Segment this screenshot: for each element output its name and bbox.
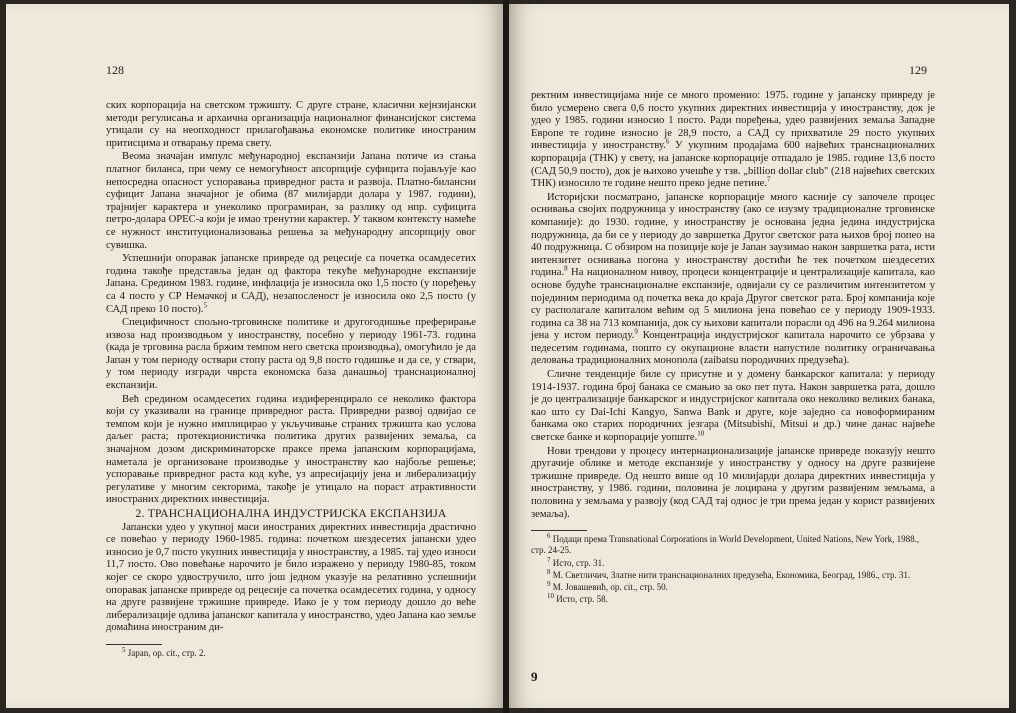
- right-page: [509, 4, 1009, 708]
- left-page: [6, 4, 503, 708]
- paragraph: ских корпорација на светском тржишту. С друге стране, класични кејнзијански методи регулисања и архаична организација националног финансијског система утицали су на неопходност прилагођавања економске политике иностраним притисцима и отварању према свету.: [106, 100, 476, 149]
- footnote: $^5$ Japan, op. cit., стр. 2.: [122, 645, 206, 658]
- page-number: 128: [106, 63, 124, 77]
- paragraph: Сличне тенденције биле су присутне и у домену банкарског капитала: у периоду 1914-1937. година број банака се смањио за око пет пута. Након завршетка рата, дошло је до централизације банкарског и индустријског капитала око неколико великих банака, као што су Dai-Ichi Kangyo, Sanwa Bank и друге, које заједно са новоформираним банкама око старих породичних језгара (Mitsubishi, Mitsui и др.) чине данас највеће светске банке и корпорације уопште.$^{10}$: [531, 369, 935, 444]
- paragraph: Нови трендови у процесу интернационализације јапанске привреде показују нешто другачије облике и методе експанзије у иностранству у односу на друге развијене тржишне привреде. Од нешто више од 10 милијарди долара директних инвестиција у иностранству, у 1986. години, половина је лоцирана у другим развијеним земљама, а половина у земљама у развоју (код САД тај однос је три према један у корист развијених земаља).: [531, 445, 935, 520]
- paragraph: Историјски посматрано, јапанске корпорације много касније су започеле процес оснивања својих подружница у иностранству (ако се изузму традиционалне трговинске компаније): до 1930. године, у иностранству је основана једна једина индустријска подружница, да би се у периоду до завршетка Другог светског рата њихов број попео на 40 подружница. С обзиром на позиције које је Јапан заузимао након завршетка рата, исти интензитет оснивања погона у иностранству достићи ће тек почетком шездесетих година.$^8$ На националном нивоу, процеси концентрације и централизације капитала, као основе будуће транснационалне експанзије, одвијали су се различитим интензитетом у појединим периодима од почетка века до краја Другог светског рата. Број компанија које су располагале капиталом већим од 5 милиона јена повећао се у периоду 1909-1933. година са 38 на 713 компанија, док су њихови капитали порасли од 496 на 9.264 милиона јена у истом периоду.$^9$ Концентрација индустријског капитала нарочито се убрзава у педесетим годинама, пошто су окупационе власти напустиле политику ограничавања деловања традиционалних монопола (zaibatsu породичних предузећа).: [531, 191, 935, 367]
- paragraph: Успешнији опоравак јапанске привреде од рецесије са почетка осамдесетих година такође представља један од фактора текуће међународне експанзије Јапана. Средином 1983. године, инфлација је износила око 1,5 посто (у поређењу са 4 посто у СР Немачкој и САД), незапосленост је износила око 2,5 посто (у САД преко 10 посто).$^5$: [106, 253, 476, 315]
- footnote: $^{10}$ Исто, стр. 58.: [547, 592, 608, 605]
- paragraph: Већ средином осамдесетих година издиференцирало се неколико фактора који су указивали на границе привредног раста. Привредни развој одвијао се темпом који је нужно имплицирао у укључивање страних тржишта као услова даљег раста; протекционистичка политика других развијених земаља, са значајном дозом дискриминаторске праксе према јапанским корпорацијама, наметала је организоване производње у иностранству као најбоље решење; успоравање привредног раста код куће, уз апресијацију јена и либерализацију регулативе у многим секторима, такође је утицало на пораст атрактивности иностраних директних инвестиција.: [106, 393, 476, 506]
- footnote: $^6$ Подаци према Transnational Corporations in World Development, United Nations, New York, 1988., стр. 24-25.: [531, 532, 920, 556]
- footnote: $^9$ М. Јовашевић, op. cit., стр. 50.: [547, 580, 668, 592]
- left-text-column: [106, 100, 476, 659]
- footnote: $^8$ М. Светличич, Златне нити транснационалних предузећа, Економика, Београд, 1986., стр. 31.: [547, 567, 911, 580]
- signature-mark: 9: [531, 669, 538, 684]
- paragraph: Веома значајан импулс међународној експанзији Јапана потиче из стања платног биланса, при чему се немогућност апсорпције суфицита појављује као непосредна опасност успоравања привредног раста и развоја. Платно-билансни суфицит Јапана значајног је обима (87 милијарди долара у 1987. години), трајнијег карактера и унеколико програмиран, за разлику од нпр. суфицита петро-долара OPEC-а који је имао тренутни карактер. У таквом контексту намеће се нужност институционализовања решења за међународну апсорпцију овог сувишка.: [106, 151, 476, 251]
- paragraph: Јапански удео у укупној маси иностраних директних инвестиција драстично се повећао у периоду 1960-1985. година: почетком шездесетих јапански удео износио је 0,7 посто укупних инвестиција у иностранству, а 1985. тај удео износи 11,7 посто. Ово повећање нарочито је било изражено у периоду 1980-85, током којег се скоро удвостручило, што још једном указује на релативно успешнији опоравак јапанске привреде од рецесије са почетка осамдесетих година, у односу на друге развијене тржишне привреде. Иако је у том периоду дошло до веће либерализације одлива јапанског капитала у иностранство, удео Јапана као земље домаћина иностраним ди-: [106, 521, 476, 634]
- paragraph: ректним инвестицијама није се много променио: 1975. године у јапанску привреду је било усмерено свега 0,6 посто укупних директних инвестиција у иностранству, док је удео у 1985. години износио 1 посто. Ради поређења, удео развијених земаља Западне Европе те године износио је 28,9 посто, а САД су прихватиле 29 посто укупних инвестиција у иностранству.$^6$ У укупним продајама 600 највећих транснационалних корпорација (ТНК) у свету, на јапанске корпорације отпадало је 1985. године 13,6 посто (САД 50,9 посто), док је њихово учешће у тзв. „billion dollar club" (218 највећих светских ТНК) износило те године нешто преко једне петине.$^7$: [531, 90, 935, 190]
- section-heading: 2. ТРАНСНАЦИОНАЛНА ИНДУСТРИЈСКА ЕКСПАНЗИЈА: [135, 507, 447, 520]
- right-text-column: [531, 90, 935, 605]
- footnote-ref: 5: [203, 300, 207, 309]
- page-number: 129: [909, 63, 927, 77]
- footnote-divider: [106, 644, 162, 645]
- paragraph: Специфичност спољно-трговинске политике и другогодишње преферирање извоза над производњом у иностранству, посебно у периоду 1961-73. година (када је трговина расла бржим темпом него светска производња), омогућило је да Јапан у том периоду оствари стопу раста од 9,8 посто годишње и да се, у ствари, у том периоду изгради чврста економска база данашњој транснационалној експанзији.: [106, 317, 476, 392]
- footnote-divider: [531, 530, 587, 531]
- footnote: $^7$ Исто, стр. 31.: [547, 555, 605, 568]
